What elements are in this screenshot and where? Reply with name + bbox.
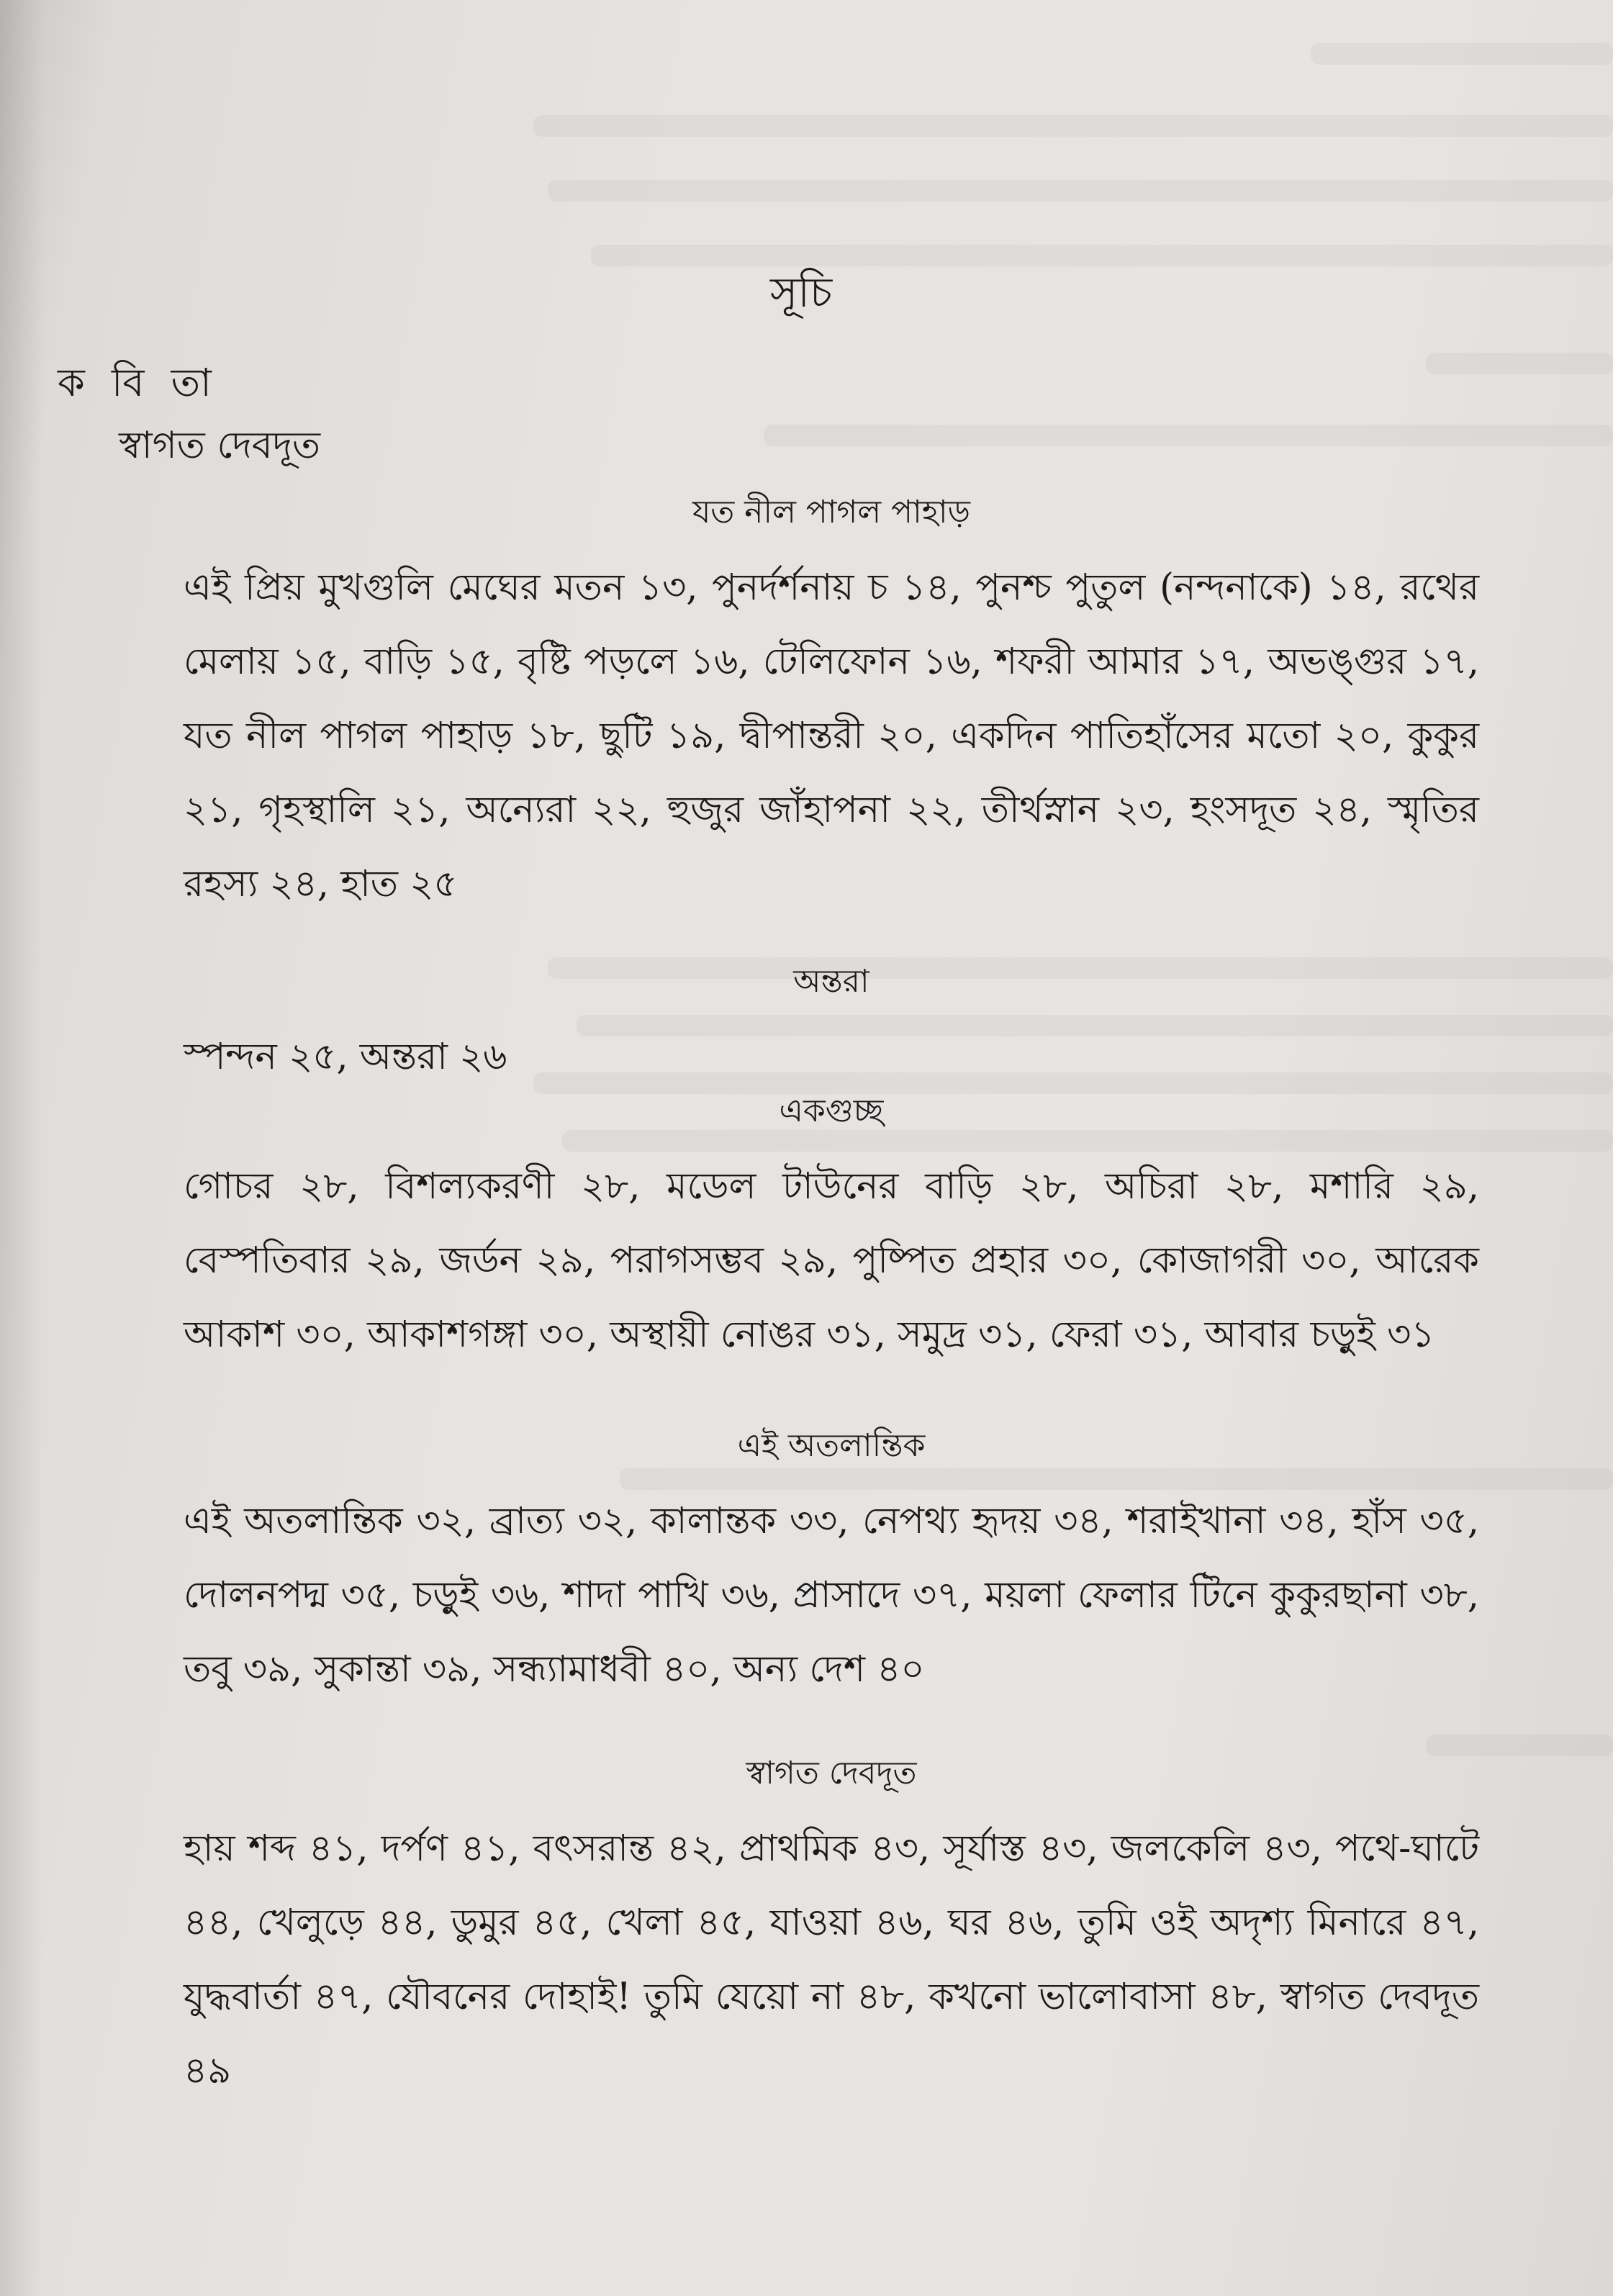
show-through-line	[1426, 353, 1613, 374]
section-heading: স্বাগত দেবদূত	[746, 1755, 917, 1791]
show-through-line	[591, 245, 1613, 266]
section-entries: এই প্রিয় মুখগুলি মেঘের মতন ১৩, পুনর্দর্শনায় চ ১৪, পুনশ্চ পুতুল (নন্দনাকে) ১৪, রথের মেলায় ১৫, বাড়ি ১৫, বৃষ্টি পড়লে ১৬, টেলিফোন ১৬, শফরী আমার ১৭, অভঙ্গুর ১৭, যত নীল পাগল পাহাড় ১৮, ছুটি ১৯, দ্বীপান্তরী ২০, একদিন পাতিহাঁসের মতো ২০, কুকুর ২১, গৃহস্থালি ২১, অন্যেরা ২২, হুজুর জাঁহাপনা ২২, তীর্থস্নান ২৩, হংসদূত ২৪, স্মৃতির রহস্য ২৪, হাত ২৫	[184, 566, 1479, 905]
section-heading: একগুচ্ছ	[779, 1093, 884, 1129]
section-heading: যত নীল পাগল পাহাড়	[692, 494, 971, 530]
section-heading: অন্তরা	[793, 963, 869, 1000]
show-through-line	[1311, 43, 1613, 65]
section-entries: এই অতলান্তিক ৩২, ব্রাত্য ৩২, কালান্তক ৩৩, নেপথ্য হৃদয় ৩৪, শরাইখানা ৩৪, হাঁস ৩৫, দোলনপদ্ম ৩৫, চড়ুই ৩৬, শাদা পাখি ৩৬, প্রাসাদে ৩৭, ময়লা ফেলার টিনে কুকুরছানা ৩৮, তবু ৩৯, সুকান্তা ৩৯, সন্ধ্যামাধবী ৪০, অন্য দেশ ৪০	[184, 1500, 1479, 1691]
book-title: স্বাগত দেবদূত	[119, 424, 321, 467]
show-through-line	[533, 115, 1613, 137]
section-heading: এই অতলান্তিক	[737, 1427, 926, 1464]
show-through-line	[764, 425, 1613, 446]
part-label: ক বি তা	[58, 360, 219, 405]
toc-section	[184, 957, 1479, 1094]
section-entries: গোচর ২৮, বিশল্যকরণী ২৮, মডেল টাউনের বাড়ি ২৮, অচিরা ২৮, মশারি ২৯, বেস্পতিবার ২৯, জর্ডন ২৯, পরাগসম্ভব ২৯, পুষ্পিত প্রহার ৩০, কোজাগরী ৩০, আরেক আকাশ ৩০, আকাশগঙ্গা ৩০, অস্থায়ী নোঙর ৩১, সমুদ্র ৩১, ফেরা ৩১, আবার চড়ুই ৩১	[184, 1165, 1479, 1356]
show-through-line	[548, 180, 1613, 202]
section-entries: হায় শব্দ ৪১, দর্পণ ৪১, বৎসরান্ত ৪২, প্রাথমিক ৪৩, সূর্যাস্ত ৪৩, জলকেলি ৪৩, পথে-ঘাটে ৪৪, খেলুড়ে ৪৪, ডুমুর ৪৫, খেলা ৪৫, যাওয়া ৪৬, ঘর ৪৬, তুমি ওই অদৃশ্য মিনারে ৪৭, যুদ্ধবার্তা ৪৭, যৌবনের দোহাই! তুমি যেয়ো না ৪৮, কখনো ভালোবাসা ৪৮, স্বাগত দেবদূত ৪৯	[184, 1827, 1479, 2092]
toc-section	[184, 488, 1479, 921]
toc-section	[184, 1749, 1479, 2108]
page-title: সূচি	[770, 268, 833, 317]
toc-section	[184, 1087, 1479, 1372]
toc-section	[184, 1422, 1479, 1707]
section-entries: স্পন্দন ২৫, অন্তরা ২৬	[184, 1036, 507, 1078]
